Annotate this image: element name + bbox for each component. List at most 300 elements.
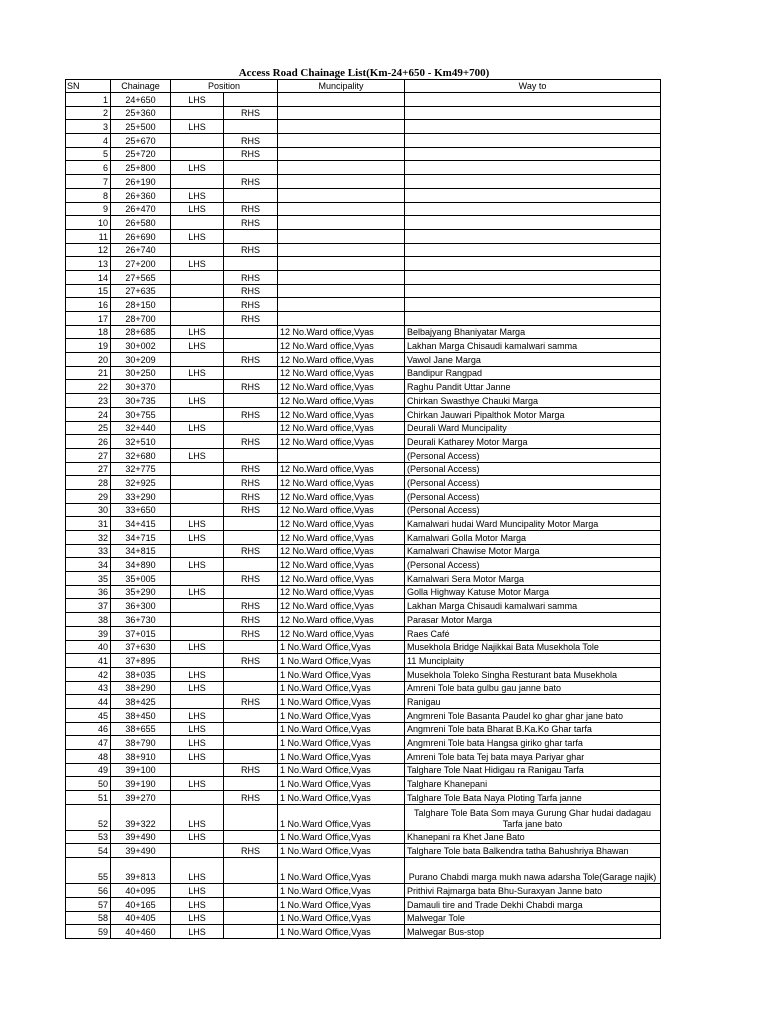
cell-position-rhs: RHS [224,654,278,668]
cell-position-rhs [224,708,278,722]
cell-position-lhs: LHS [171,558,224,572]
cell-chainage: 38+290 [111,681,171,695]
table-row [66,380,661,394]
cell-position-rhs: RHS [224,476,278,490]
cell-position-rhs [224,517,278,531]
cell-sn: 42 [66,667,111,681]
cell-municipality [278,312,405,326]
cell-chainage: 33+290 [111,489,171,503]
cell-chainage: 39+490 [111,830,171,844]
cell-chainage: 26+740 [111,243,171,257]
cell-position-lhs [171,462,224,476]
cell-position-lhs: LHS [171,202,224,216]
cell-sn: 9 [66,202,111,216]
cell-chainage: 25+360 [111,106,171,120]
cell-sn: 27 [66,462,111,476]
cell-chainage: 32+510 [111,435,171,449]
cell-municipality [278,202,405,216]
cell-sn: 15 [66,284,111,298]
cell-way [405,312,661,326]
cell-position-lhs [171,613,224,627]
cell-way: Raghu Pandit Uttar Janne [405,380,661,394]
cell-position-rhs: RHS [224,407,278,421]
table-row [66,188,661,202]
cell-chainage: 38+655 [111,722,171,736]
table-row [66,844,661,858]
cell-chainage: 38+425 [111,695,171,709]
cell-chainage: 30+735 [111,394,171,408]
cell-way: Talghare Tole Bata Som maya Gurung Ghar hudai dadagau Tarfa jane bato [405,804,661,830]
cell-way: Vawol Jane Marga [405,353,661,367]
cell-chainage: 28+700 [111,312,171,326]
cell-chainage: 32+775 [111,462,171,476]
cell-municipality: 12 No.Ward office,Vyas [278,366,405,380]
cell-position-rhs: RHS [224,380,278,394]
cell-way [405,120,661,134]
cell-position-lhs: LHS [171,517,224,531]
cell-chainage: 34+715 [111,531,171,545]
table-row [66,585,661,599]
table-row [66,558,661,572]
header-way: Way to [405,80,661,93]
cell-chainage: 34+415 [111,517,171,531]
table-row [66,777,661,791]
cell-sn: 28 [66,476,111,490]
cell-position-lhs [171,654,224,668]
cell-way: Malwegar Tole [405,911,661,925]
cell-way: Chirkan Swasthye Chauki Marga [405,394,661,408]
cell-position-lhs [171,284,224,298]
cell-municipality: 1 No.Ward Office,Vyas [278,777,405,791]
table-row [66,884,661,898]
cell-position-lhs [171,599,224,613]
cell-position-lhs [171,572,224,586]
cell-position-lhs: LHS [171,161,224,175]
cell-way: Kamalwari Chawise Motor Marga [405,544,661,558]
cell-position-rhs: RHS [224,134,278,148]
cell-way [405,298,661,312]
cell-position-rhs [224,777,278,791]
cell-sn: 7 [66,175,111,189]
cell-chainage: 26+360 [111,188,171,202]
cell-way: Kamalwari hudai Ward Muncipality Motor Marga [405,517,661,531]
cell-position-lhs [171,489,224,503]
cell-position-rhs [224,667,278,681]
cell-position-lhs: LHS [171,884,224,898]
table-row [66,517,661,531]
cell-position-lhs [171,407,224,421]
cell-way: Angmreni Tole bata Hangsa giriko ghar tarfa [405,736,661,750]
cell-sn: 23 [66,394,111,408]
table-row [66,462,661,476]
cell-chainage: 26+580 [111,216,171,230]
cell-position-lhs: LHS [171,394,224,408]
cell-position-lhs [171,476,224,490]
table-row [66,763,661,777]
cell-way [405,216,661,230]
cell-municipality [278,216,405,230]
cell-position-rhs: RHS [224,435,278,449]
chainage-table [65,79,661,939]
cell-position-lhs [171,435,224,449]
cell-way [405,134,661,148]
cell-position-lhs [171,503,224,517]
cell-position-lhs: LHS [171,750,224,764]
cell-chainage: 38+790 [111,736,171,750]
table-row [66,407,661,421]
cell-position-lhs: LHS [171,339,224,353]
cell-way [405,106,661,120]
cell-sn: 46 [66,722,111,736]
cell-position-rhs: RHS [224,312,278,326]
cell-position-rhs [224,448,278,462]
cell-municipality: 1 No.Ward Office,Vyas [278,681,405,695]
table-row [66,531,661,545]
table-row [66,202,661,216]
cell-chainage: 32+440 [111,421,171,435]
cell-position-lhs: LHS [171,897,224,911]
cell-position-rhs [224,229,278,243]
table-row [66,791,661,805]
cell-municipality: 12 No.Ward office,Vyas [278,435,405,449]
cell-position-rhs [224,421,278,435]
cell-way [405,188,661,202]
cell-position-lhs [171,134,224,148]
cell-position-lhs: LHS [171,804,224,830]
cell-way: (Personal Access) [405,476,661,490]
cell-way: Kamalwari Golla Motor Marga [405,531,661,545]
cell-position-rhs: RHS [224,599,278,613]
header-row [66,80,661,93]
cell-municipality: 12 No.Ward office,Vyas [278,421,405,435]
table-row [66,681,661,695]
cell-position-lhs: LHS [171,681,224,695]
cell-chainage: 40+165 [111,897,171,911]
cell-way: Khanepani ra Khet Jane Bato [405,830,661,844]
cell-sn: 45 [66,708,111,722]
cell-position-rhs: RHS [224,844,278,858]
header-chainage: Chainage [111,80,171,93]
cell-position-rhs [224,884,278,898]
cell-municipality [278,147,405,161]
cell-chainage: 25+720 [111,147,171,161]
cell-position-lhs [171,312,224,326]
table-row [66,229,661,243]
cell-municipality: 12 No.Ward office,Vyas [278,489,405,503]
header-municipality: Muncipality [278,80,405,93]
cell-municipality: 1 No.Ward Office,Vyas [278,897,405,911]
cell-municipality [278,175,405,189]
cell-sn: 41 [66,654,111,668]
cell-chainage: 27+200 [111,257,171,271]
cell-chainage: 25+800 [111,161,171,175]
cell-way [405,243,661,257]
cell-position-rhs [224,188,278,202]
cell-municipality: 1 No.Ward Office,Vyas [278,736,405,750]
cell-position-rhs: RHS [224,613,278,627]
cell-position-rhs: RHS [224,284,278,298]
cell-position-lhs: LHS [171,325,224,339]
cell-chainage: 28+150 [111,298,171,312]
cell-municipality [278,188,405,202]
cell-sn: 20 [66,353,111,367]
cell-chainage: 28+685 [111,325,171,339]
cell-sn: 44 [66,695,111,709]
cell-municipality: 1 No.Ward Office,Vyas [278,844,405,858]
cell-way: Talghare Tole bata Balkendra tatha Bahushriya Bhawan [405,844,661,858]
cell-position-rhs [224,681,278,695]
cell-way [405,93,661,107]
cell-sn: 53 [66,830,111,844]
cell-position-lhs [171,695,224,709]
cell-position-lhs: LHS [171,858,224,884]
cell-municipality [278,229,405,243]
cell-sn: 12 [66,243,111,257]
cell-municipality: 1 No.Ward Office,Vyas [278,830,405,844]
cell-way: Prithivi Rajmarga bata Bhu-Suraxyan Janne bato [405,884,661,898]
cell-chainage: 37+015 [111,626,171,640]
table-row [66,613,661,627]
cell-position-lhs: LHS [171,93,224,107]
cell-municipality [278,270,405,284]
cell-way: Bandipur Rangpad [405,366,661,380]
cell-position-rhs [224,394,278,408]
cell-sn: 25 [66,421,111,435]
cell-position-lhs: LHS [171,667,224,681]
cell-way [405,257,661,271]
cell-chainage: 30+002 [111,339,171,353]
cell-position-rhs: RHS [224,572,278,586]
cell-way [405,175,661,189]
cell-municipality: 12 No.Ward office,Vyas [278,585,405,599]
cell-chainage: 25+500 [111,120,171,134]
table-row [66,284,661,298]
cell-sn: 4 [66,134,111,148]
cell-position-rhs [224,897,278,911]
cell-chainage: 36+300 [111,599,171,613]
cell-sn: 43 [66,681,111,695]
cell-chainage: 37+895 [111,654,171,668]
cell-sn: 33 [66,544,111,558]
cell-position-lhs: LHS [171,708,224,722]
cell-municipality: 12 No.Ward office,Vyas [278,531,405,545]
cell-municipality: 12 No.Ward office,Vyas [278,476,405,490]
cell-position-rhs [224,120,278,134]
cell-municipality: 1 No.Ward Office,Vyas [278,858,405,884]
cell-chainage: 34+815 [111,544,171,558]
cell-sn: 52 [66,804,111,830]
cell-way: Talghare Tole Naat Hidigau ra Ranigau Tarfa [405,763,661,777]
cell-chainage: 39+322 [111,804,171,830]
cell-way: Lakhan Marga Chisaudi kamalwari samma [405,339,661,353]
cell-sn: 1 [66,93,111,107]
cell-position-lhs: LHS [171,257,224,271]
cell-position-lhs [171,844,224,858]
table-row [66,216,661,230]
cell-municipality: 12 No.Ward office,Vyas [278,407,405,421]
cell-way: (Personal Access) [405,489,661,503]
table-row [66,925,661,939]
cell-sn: 5 [66,147,111,161]
cell-sn: 56 [66,884,111,898]
table-row [66,175,661,189]
table-row [66,106,661,120]
cell-municipality [278,243,405,257]
table-row [66,667,661,681]
cell-municipality [278,298,405,312]
cell-sn: 58 [66,911,111,925]
cell-chainage: 33+650 [111,503,171,517]
cell-position-lhs [171,106,224,120]
cell-chainage: 26+690 [111,229,171,243]
cell-sn: 19 [66,339,111,353]
table-row [66,858,661,884]
cell-municipality: 12 No.Ward office,Vyas [278,503,405,517]
cell-chainage: 36+730 [111,613,171,627]
cell-municipality: 12 No.Ward office,Vyas [278,613,405,627]
cell-way: Deurali Katharey Motor Marga [405,435,661,449]
cell-position-rhs: RHS [224,489,278,503]
cell-municipality: 1 No.Ward Office,Vyas [278,925,405,939]
cell-way: Parasar Motor Marga [405,613,661,627]
cell-chainage: 30+370 [111,380,171,394]
cell-position-lhs [171,791,224,805]
cell-chainage: 27+635 [111,284,171,298]
cell-position-rhs: RHS [224,216,278,230]
cell-position-lhs [171,626,224,640]
cell-position-lhs [171,147,224,161]
cell-municipality: 12 No.Ward office,Vyas [278,325,405,339]
table-row [66,897,661,911]
cell-way: Angmreni Tole Basanta Paudel ko ghar ghar jane bato [405,708,661,722]
cell-sn: 18 [66,325,111,339]
cell-position-rhs [224,911,278,925]
cell-sn: 13 [66,257,111,271]
document-title: Access Road Chainage List(Km-24+650 - Km49+700) [238,67,490,79]
cell-way: (Personal Access) [405,558,661,572]
table-row [66,599,661,613]
cell-municipality [278,284,405,298]
cell-position-lhs [171,298,224,312]
cell-position-lhs [171,353,224,367]
cell-sn: 2 [66,106,111,120]
cell-position-rhs [224,736,278,750]
cell-municipality: 1 No.Ward Office,Vyas [278,750,405,764]
cell-position-lhs: LHS [171,830,224,844]
table-row [66,722,661,736]
cell-position-lhs: LHS [171,366,224,380]
cell-position-lhs: LHS [171,120,224,134]
cell-position-rhs [224,366,278,380]
cell-way [405,161,661,175]
table-row [66,654,661,668]
cell-chainage: 37+630 [111,640,171,654]
cell-position-rhs: RHS [224,298,278,312]
header-position: Position [171,80,278,93]
cell-municipality: 12 No.Ward office,Vyas [278,544,405,558]
cell-sn: 39 [66,626,111,640]
table-row [66,736,661,750]
cell-sn: 40 [66,640,111,654]
table-row [66,626,661,640]
cell-position-rhs: RHS [224,270,278,284]
cell-municipality: 12 No.Ward office,Vyas [278,626,405,640]
cell-way: Malwegar Bus-stop [405,925,661,939]
cell-position-lhs: LHS [171,421,224,435]
cell-sn: 34 [66,558,111,572]
cell-municipality: 12 No.Ward office,Vyas [278,462,405,476]
cell-municipality: 1 No.Ward Office,Vyas [278,763,405,777]
cell-chainage: 30+755 [111,407,171,421]
cell-way: Chirkan Jauwari Pipalthok Motor Marga [405,407,661,421]
cell-municipality [278,106,405,120]
table-row [66,708,661,722]
table-row [66,911,661,925]
cell-chainage: 38+035 [111,667,171,681]
table-row [66,257,661,271]
table-row [66,421,661,435]
cell-municipality: 1 No.Ward Office,Vyas [278,654,405,668]
header-sn: SN [66,80,111,93]
cell-position-rhs: RHS [224,147,278,161]
cell-position-lhs [171,175,224,189]
cell-chainage: 39+813 [111,858,171,884]
cell-municipality: 1 No.Ward Office,Vyas [278,695,405,709]
cell-position-rhs [224,858,278,884]
cell-position-lhs [171,270,224,284]
cell-way: Talghare Khanepani [405,777,661,791]
table-row [66,161,661,175]
table-row [66,298,661,312]
cell-municipality: 12 No.Ward office,Vyas [278,353,405,367]
cell-chainage: 39+190 [111,777,171,791]
cell-position-lhs: LHS [171,531,224,545]
cell-way: Belbajyang Bhaniyatar Marga [405,325,661,339]
table-row [66,830,661,844]
cell-sn: 38 [66,613,111,627]
cell-way: 11 Munciplaity [405,654,661,668]
cell-way: Golla Highway Katuse Motor Marga [405,585,661,599]
cell-sn: 47 [66,736,111,750]
cell-chainage: 40+405 [111,911,171,925]
cell-way [405,284,661,298]
cell-sn: 36 [66,585,111,599]
cell-chainage: 38+450 [111,708,171,722]
table-row [66,448,661,462]
cell-sn: 6 [66,161,111,175]
table-row [66,147,661,161]
cell-position-lhs: LHS [171,736,224,750]
cell-sn: 29 [66,489,111,503]
cell-sn: 59 [66,925,111,939]
cell-position-lhs: LHS [171,722,224,736]
cell-position-lhs [171,544,224,558]
cell-chainage: 39+100 [111,763,171,777]
cell-municipality: 1 No.Ward Office,Vyas [278,708,405,722]
table-row [66,804,661,830]
table-row [66,325,661,339]
cell-sn: 17 [66,312,111,326]
cell-chainage: 24+650 [111,93,171,107]
cell-municipality: 1 No.Ward Office,Vyas [278,667,405,681]
cell-sn: 16 [66,298,111,312]
cell-way: Lakhan Marga Chisaudi kamalwari samma [405,599,661,613]
cell-position-lhs [171,380,224,394]
table-row [66,476,661,490]
cell-position-rhs [224,558,278,572]
cell-sn: 24 [66,407,111,421]
table-row [66,312,661,326]
